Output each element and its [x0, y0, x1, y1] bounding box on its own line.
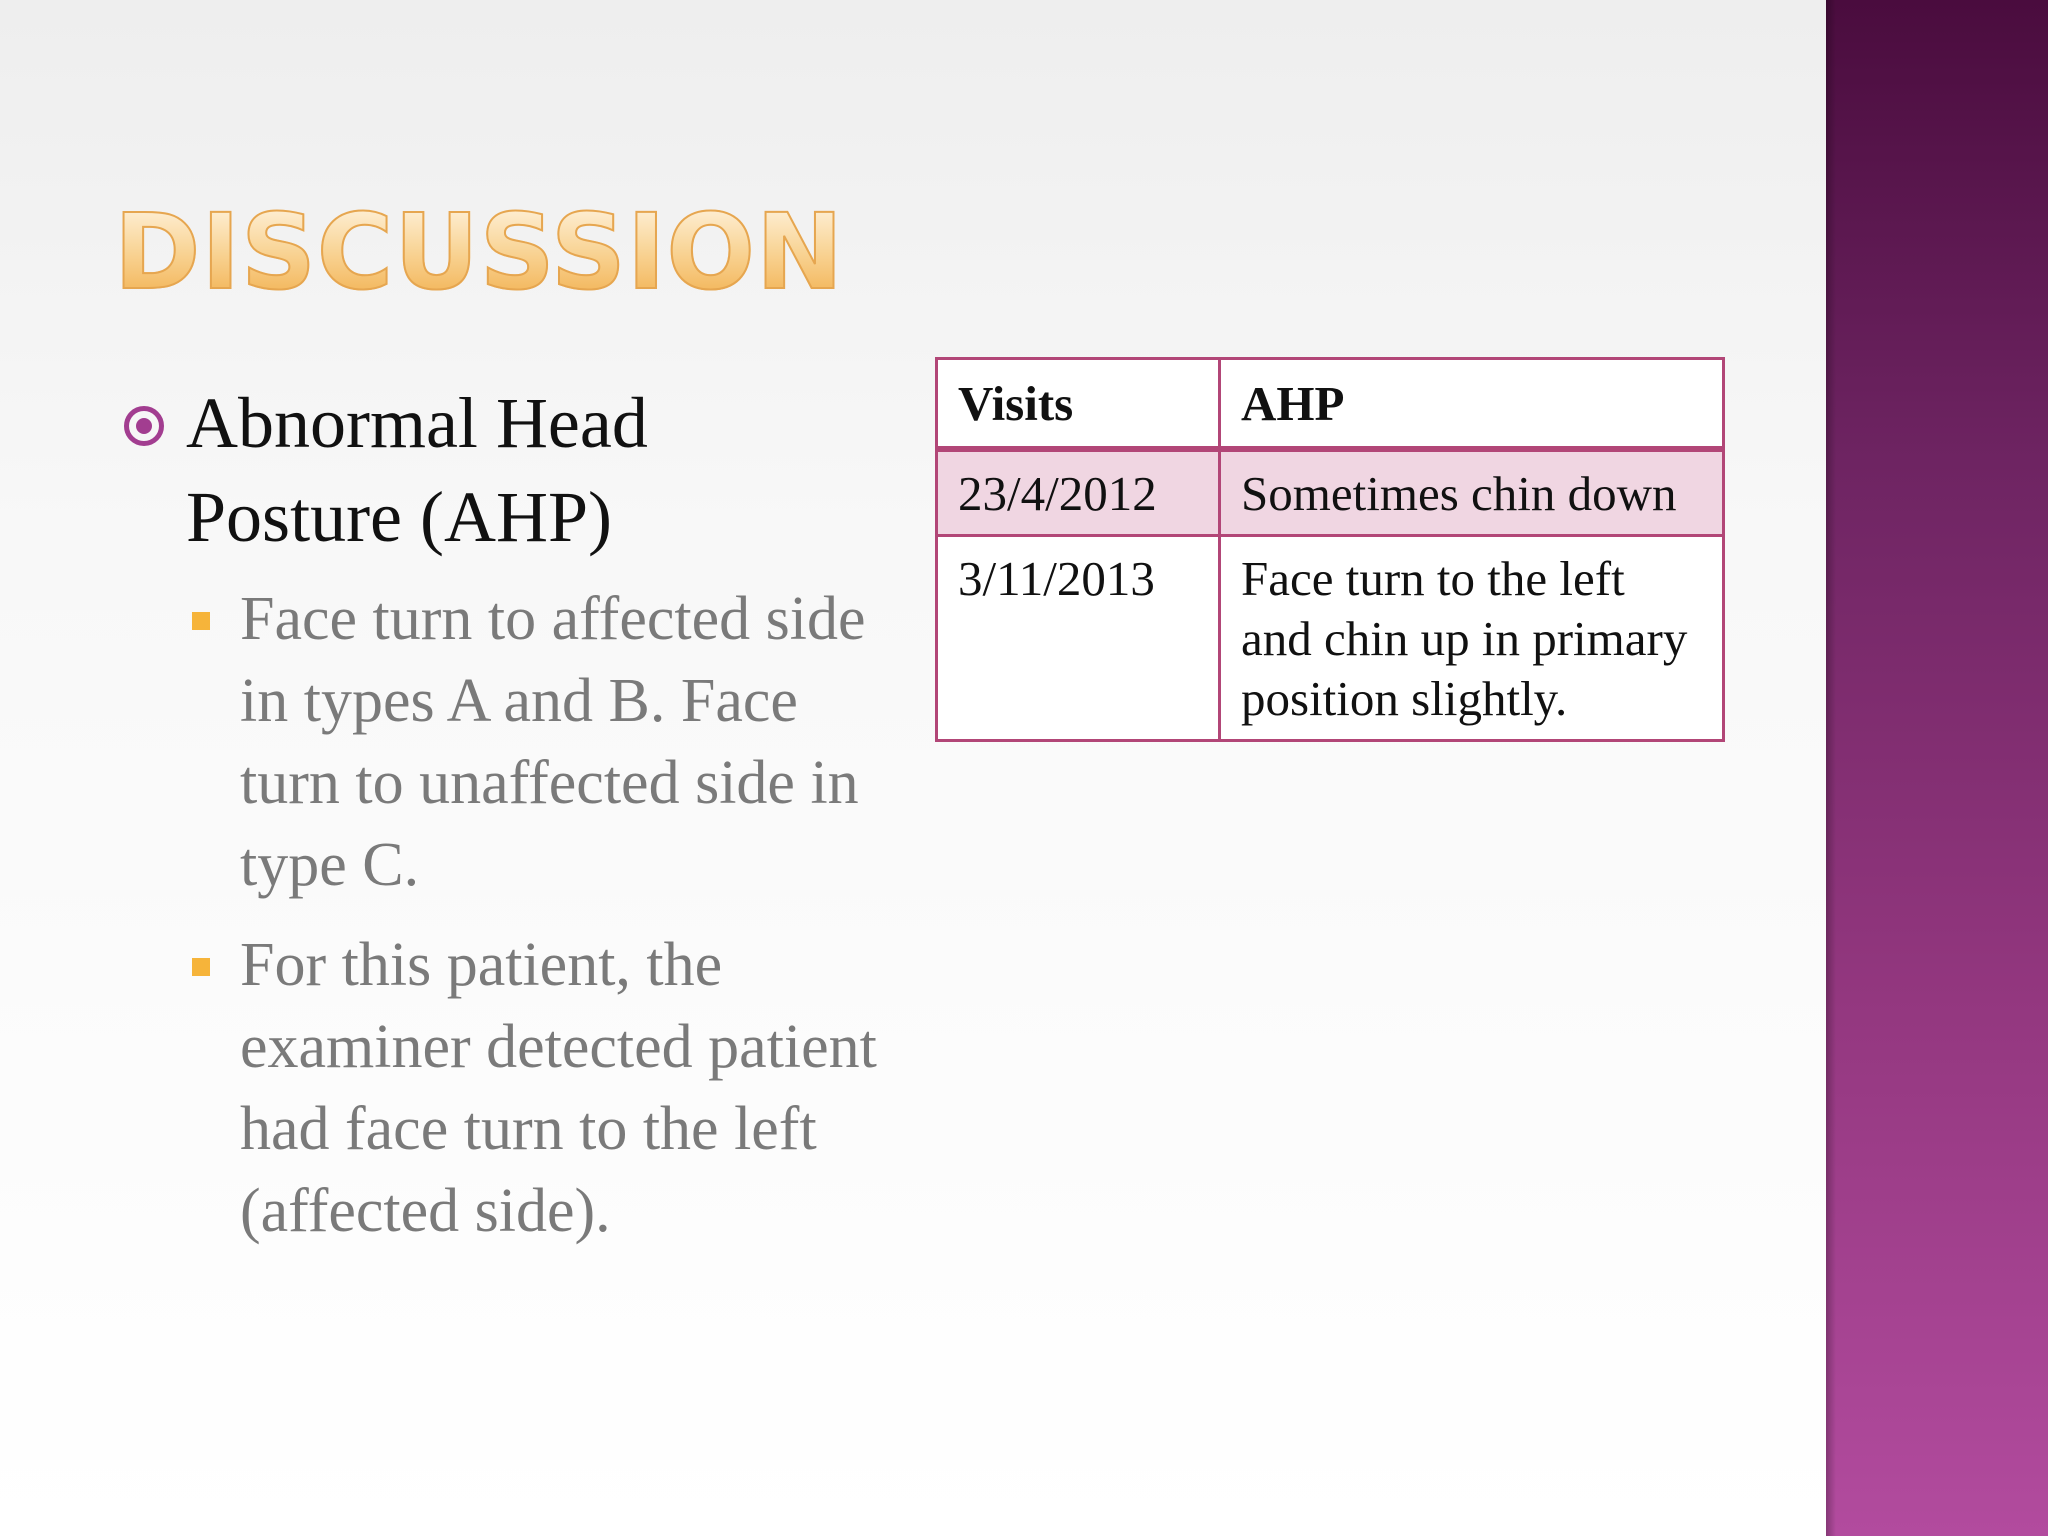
cell-ahp: Face turn to the left and chin up in primary position slightly.	[1220, 536, 1724, 741]
table-row	[937, 536, 1724, 741]
header-visits: Visits	[937, 359, 1220, 450]
sub-bullet-text: For this patient, the examiner detected patient had face turn to the left (affected side).	[240, 931, 877, 1245]
cell-visit: 3/11/2013	[937, 536, 1220, 741]
slide-content	[124, 376, 894, 1270]
slide-title: DISCUSSION	[114, 191, 844, 313]
ahp-visits-table	[935, 357, 1725, 742]
cell-ahp: Sometimes chin down	[1220, 449, 1724, 536]
sub-bullet-text: Face turn to affected side in types A and B. Face turn to unaffected side in type C.	[240, 585, 866, 899]
sub-bullet-item	[192, 924, 894, 1252]
table-row	[937, 449, 1724, 536]
table-header-row	[937, 359, 1724, 450]
sub-bullet-item	[192, 578, 894, 906]
cell-visit: 23/4/2012	[937, 449, 1220, 536]
square-bullet-icon	[192, 924, 240, 976]
main-bullet-item	[124, 376, 894, 564]
circle-bullet-icon	[124, 376, 186, 446]
sub-bullet-list	[124, 578, 894, 1252]
header-ahp: AHP	[1220, 359, 1724, 450]
side-decorative-band	[1826, 0, 2048, 1536]
main-bullet-text: Abnormal Head Posture (AHP)	[186, 383, 648, 557]
square-bullet-icon	[192, 578, 240, 630]
